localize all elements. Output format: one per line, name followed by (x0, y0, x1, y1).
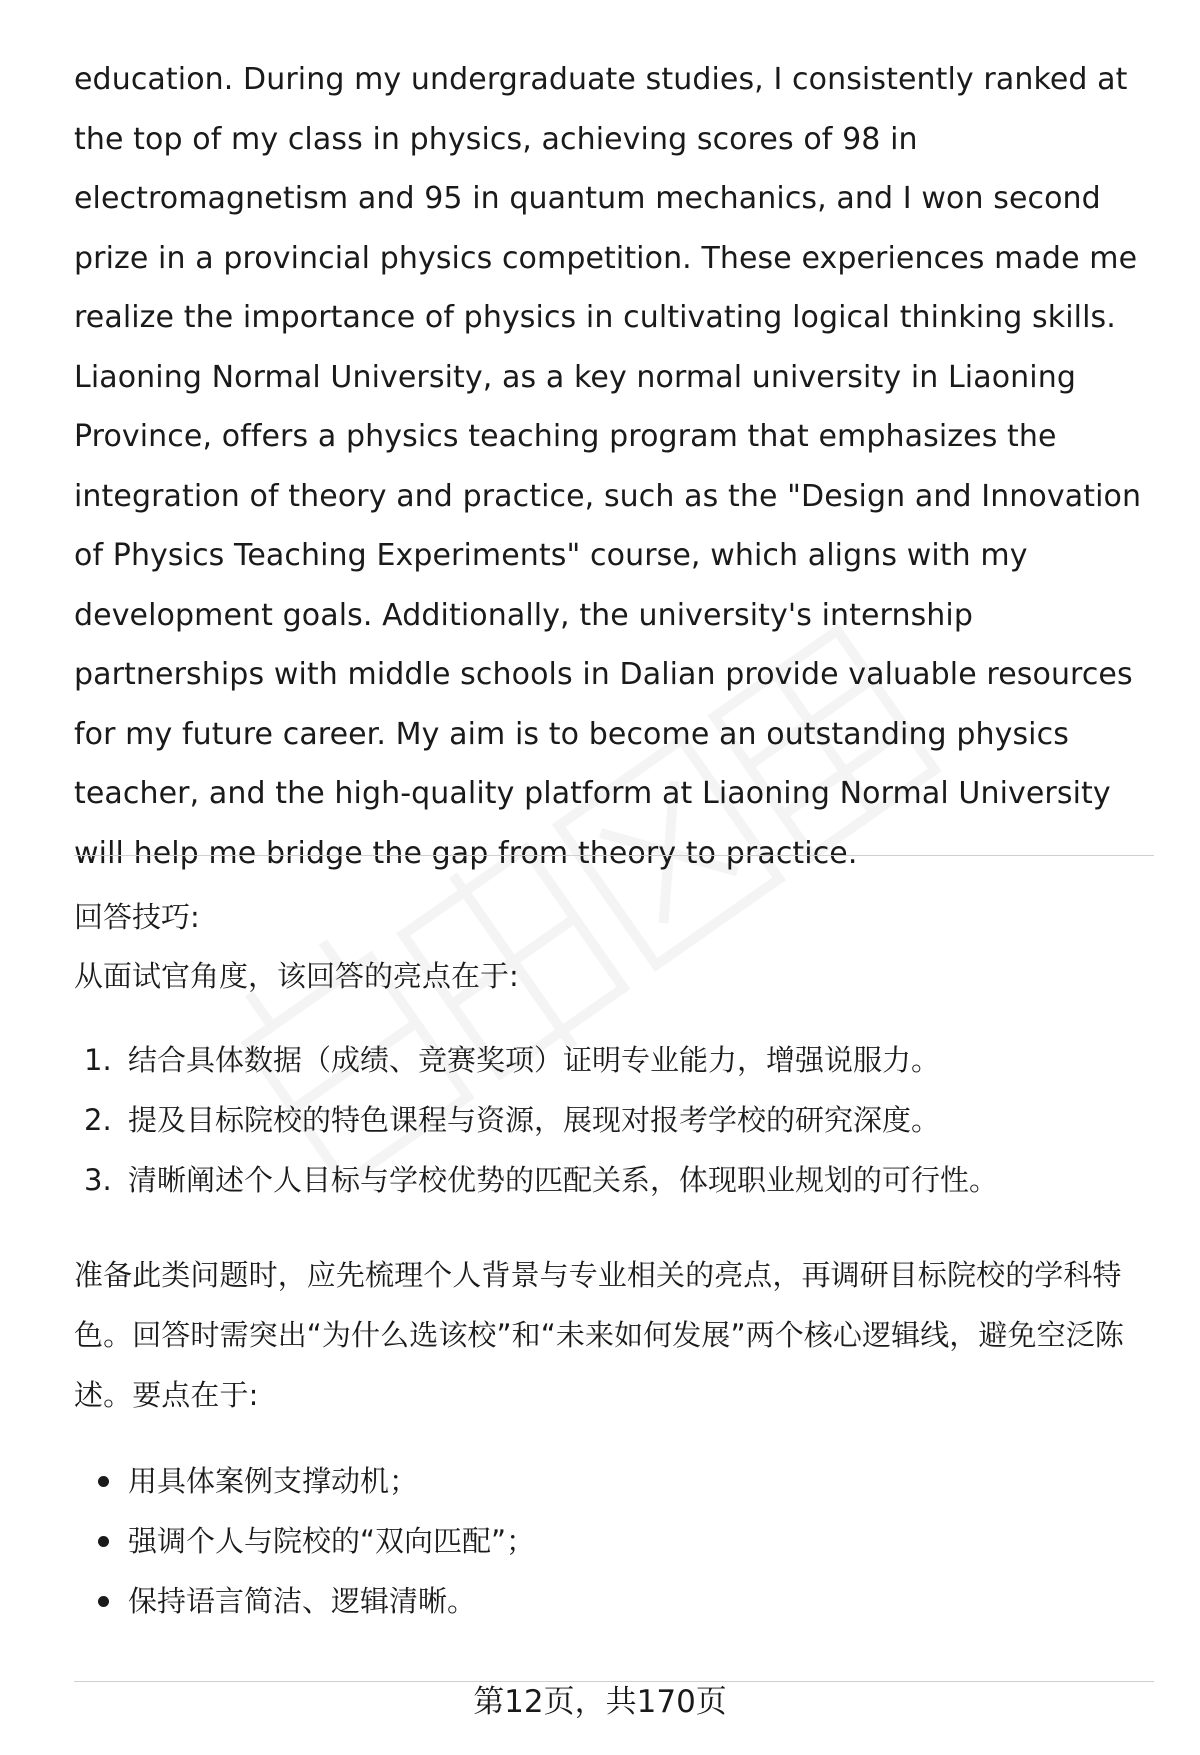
tips-intro: 从面试官角度，该回答的亮点在于: (74, 959, 519, 993)
list-item-text: 结合具体数据（成绩、竞赛奖项）证明专业能力，增强说服力。 (128, 1043, 941, 1077)
section-divider (74, 855, 1154, 856)
bullet-icon (98, 1536, 109, 1547)
key-points-list (74, 1461, 535, 1641)
bullet-icon (98, 1476, 109, 1487)
list-item (74, 1461, 535, 1521)
page-indicator: 第12页，共170页 (473, 1684, 727, 1720)
list-item-text: 提及目标院校的特色课程与资源，展现对报考学校的研究深度。 (128, 1103, 941, 1137)
list-item-text: 用具体案例支撑动机； (128, 1464, 419, 1498)
list-item-text: 强调个人与院校的“双向匹配”； (128, 1524, 536, 1558)
list-number: 1. (84, 1043, 112, 1077)
preparation-paragraph: 准备此类问题时，应先梳理个人背景与专业相关的亮点，再调研目标院校的学科特色。回答时需突出“为什么选该校”和“未来如何发展”两个核心逻辑线，避免空泛陈述。要点在于: (74, 1258, 1124, 1412)
tips-heading: 回答技巧: (74, 900, 200, 934)
list-item-text: 保持语言简洁、逻辑清晰。 (128, 1584, 477, 1618)
list-item-text: 清晰阐述个人目标与学校优势的匹配关系，体现职业规划的可行性。 (128, 1163, 999, 1197)
list-item (74, 1100, 998, 1160)
list-number: 3. (84, 1163, 112, 1197)
bullet-icon (98, 1596, 109, 1607)
list-number: 2. (84, 1103, 112, 1137)
list-item (74, 1521, 535, 1581)
list-item (74, 1040, 998, 1100)
list-item (74, 1581, 535, 1641)
list-item (74, 1160, 998, 1220)
highlights-list (74, 1040, 998, 1220)
answer-paragraph: education. During my undergraduate studies, I consistently ranked at the top of my class in physics, achieving scores of 98 in electromagnetism and 95 in quantum mechanics, and I won second prize in a provincial physics competition. These experiences made me realize the importance of physics in cultivating logical thinking skills. Liaoning Normal University, as a key normal university in Liaoning Province, offers a physics teaching program that emphasizes the integration of theory and practice, such as the "Design and Innovation of Physics Teaching Experiments" course, which aligns with my development goals. Additionally, the university's internship partnerships with middle schools in Dalian provide valuable resources for my future career. My aim is to become an outstanding physics teacher, and the high-quality platform at Liaoning Normal University will help me bridge the gap from theory to practice. (74, 62, 1142, 871)
